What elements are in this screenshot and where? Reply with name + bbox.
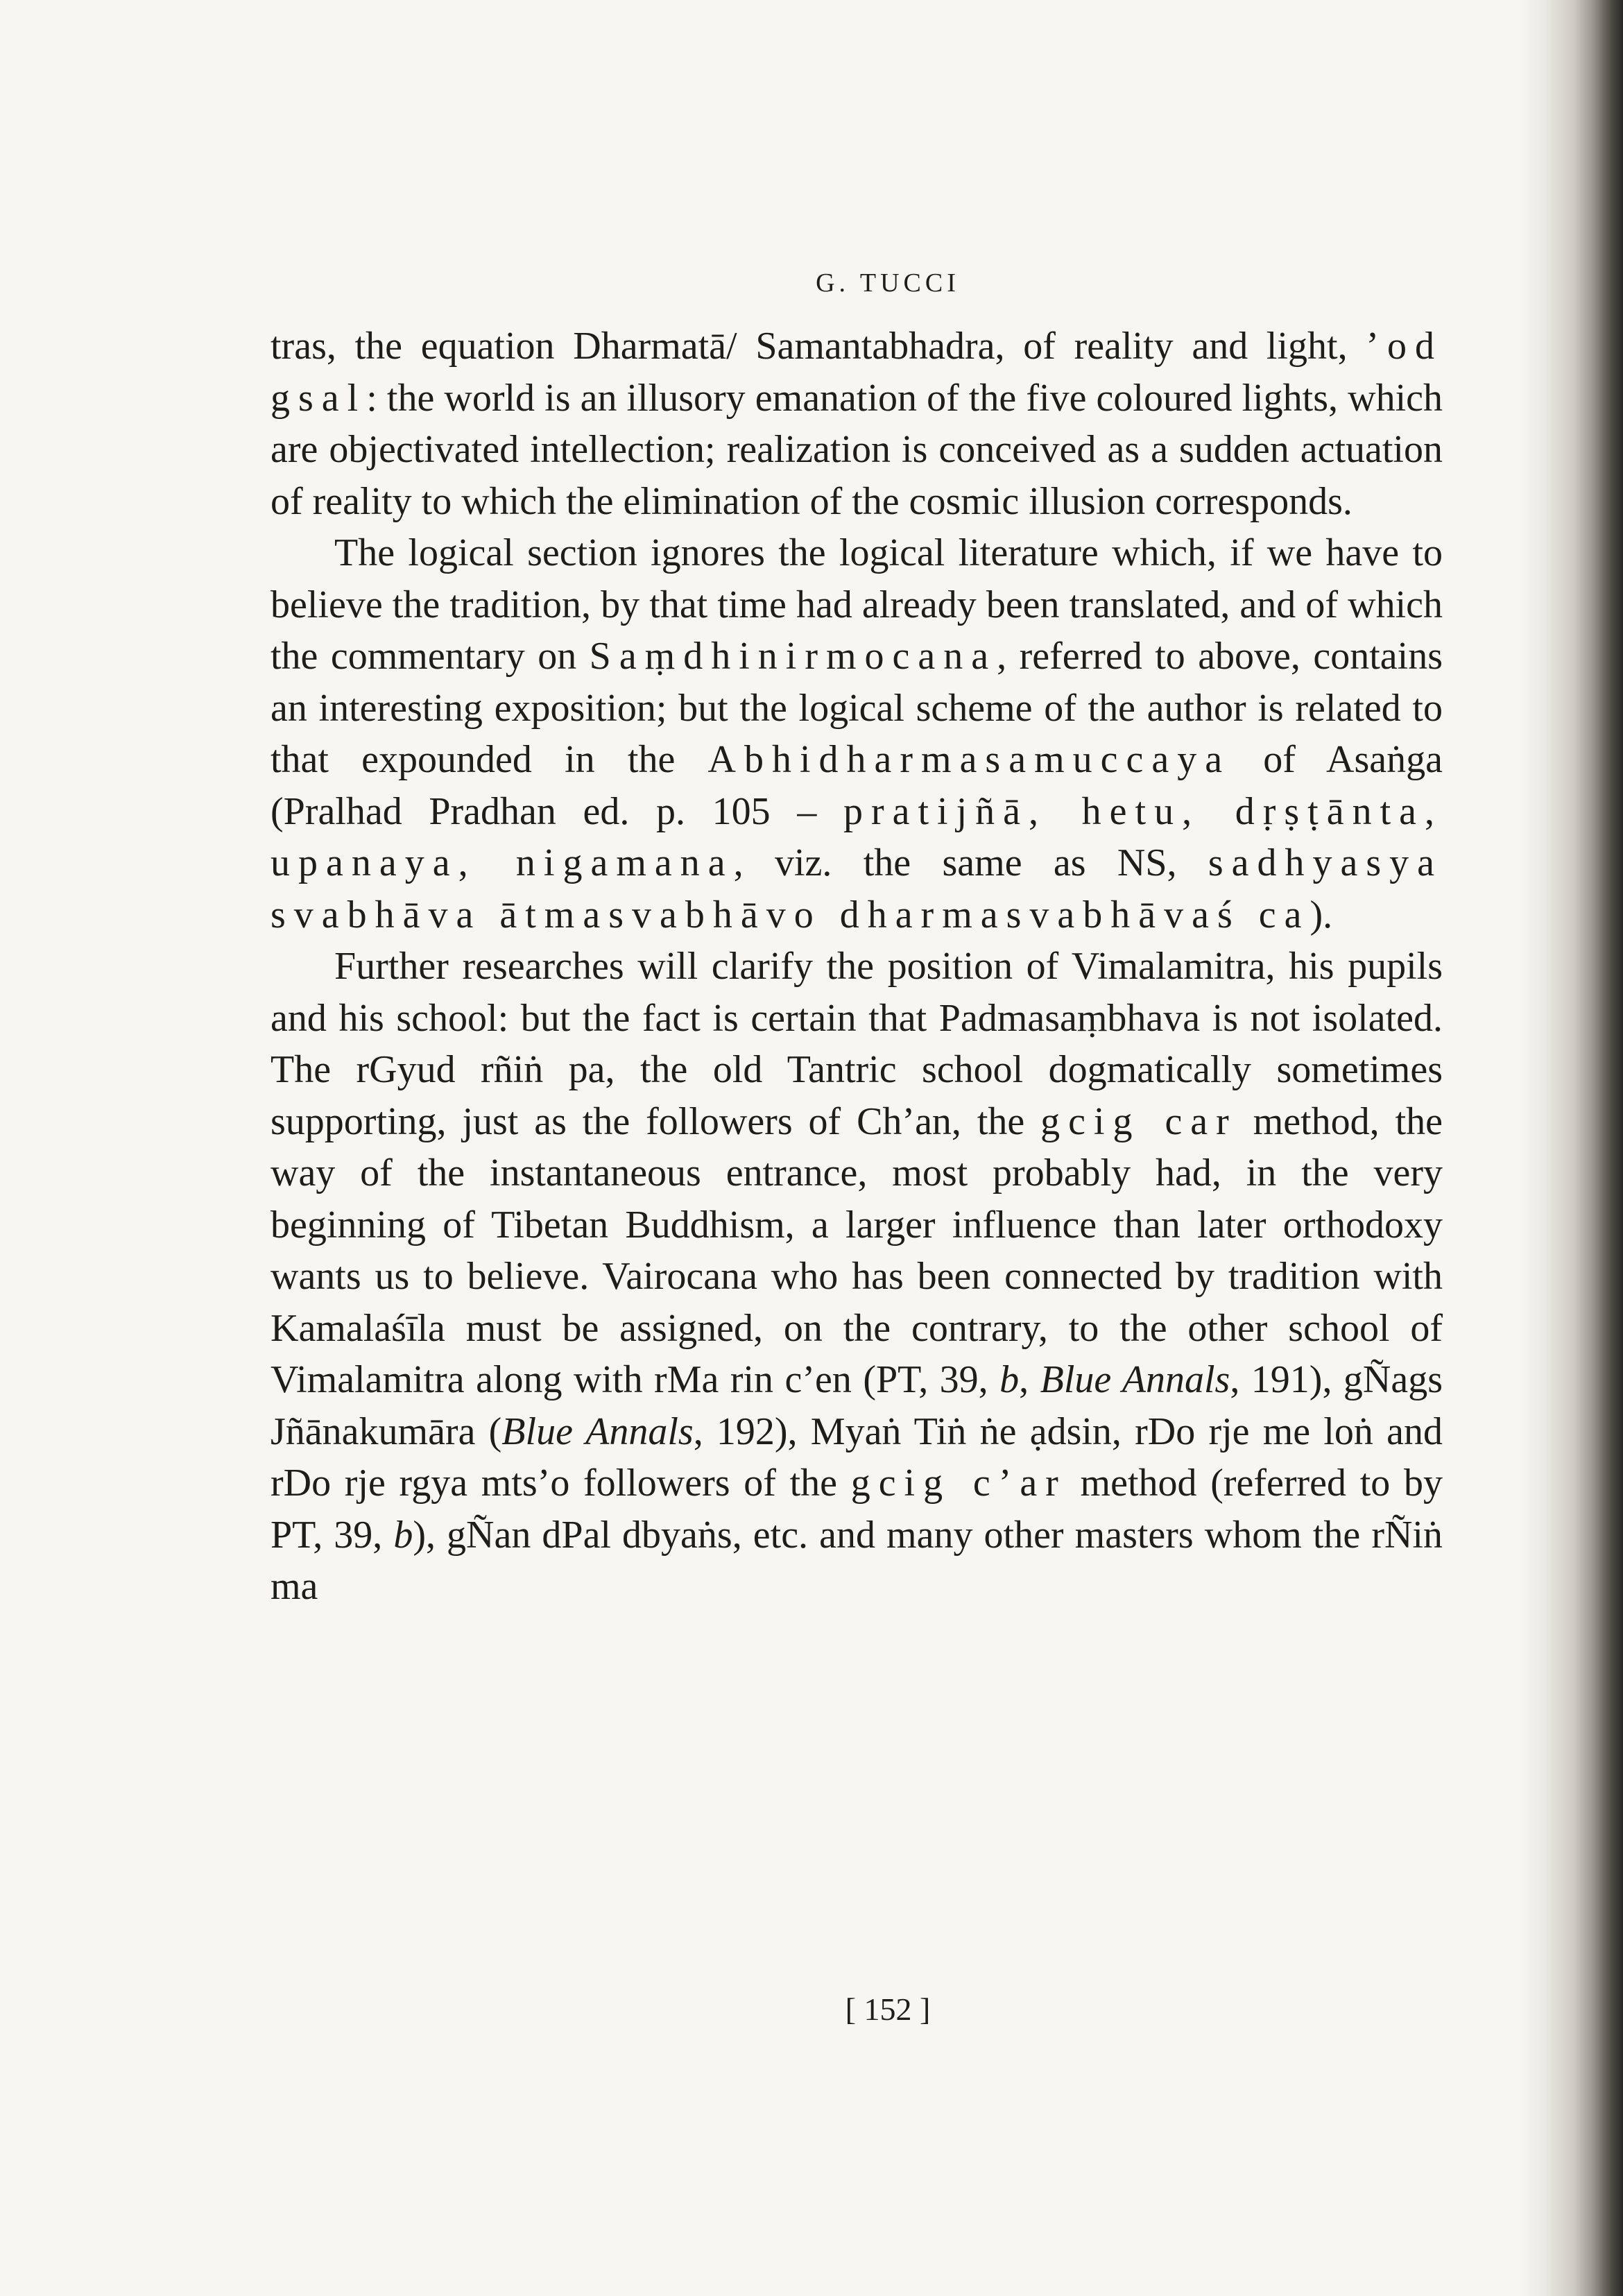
- page-number: [ 152 ]: [845, 1991, 931, 2027]
- text-run: , referred to above, contains an interesting exposition; but the logical scheme of the author is related to that expounded in the: [270, 635, 1443, 781]
- text-run: method (referred to by PT, 39,: [270, 1462, 1443, 1557]
- body-text: [270, 320, 1443, 1613]
- text-run: method, the way of the instantaneous entrance, most probably had, in the very beginning of Tibetan Buddhism, a larger influence than later orthodoxy wants us to believe. Vairocana who has been connected by tradition with Kamalaśīla must be assigned, on the contrary, to the other school of Vimalamitra along with rMa rin c’en (PT, 39,: [270, 1099, 1443, 1401]
- text-run: ), gÑan dPal dbyaṅs, etc. and many other masters whom the rÑiṅ ma: [270, 1513, 1443, 1608]
- italic-text: b: [393, 1513, 413, 1557]
- running-head: G. TUCCI: [816, 268, 960, 298]
- paragraph-2: [270, 527, 1443, 941]
- text-run: : the world is an illusory emanation of the five coloured lights, which are objectivated intellection; realization is conceived as a sudden actuation of reality to which the elimination of the cosmic illusion corresponds.: [270, 376, 1443, 523]
- text-run: Further researches will clarify the position of Vimalamitra, his pupils and his school: but the fact is certain that Padmasaṃbhava is not isolated. The rGyud rñiṅ pa, the old Tantric school dogmatically sometimes supporting, just as the followers of Ch’an, the: [270, 945, 1443, 1143]
- italic-text: Blue Annals: [1040, 1358, 1230, 1401]
- text-run: , 192), Myaṅ Tiṅ ṅe ạdsin, rDo rje me loṅ and rDo rje rgya mts’o followers of the: [270, 1410, 1443, 1505]
- spaced-term: gcig car: [1040, 1099, 1237, 1143]
- spaced-term: Abhidharmasamuccaya: [707, 738, 1231, 781]
- paragraph-3: [270, 941, 1443, 1613]
- italic-text: b: [999, 1358, 1020, 1401]
- text-run: tras, the equation Dharmatā/ Samantabhadra, of reality and light,: [270, 325, 1366, 368]
- text-run: , 191), gÑags Jñānakumāra (: [270, 1358, 1443, 1453]
- paragraph-1: [270, 320, 1443, 527]
- italic-text: Blue Annals: [501, 1410, 694, 1453]
- spaced-term: gcig c’ar: [850, 1462, 1067, 1505]
- spaced-term: pratijñā, hetu, dṛṣṭānta, upanaya, nigamana: [270, 789, 1443, 884]
- spaced-term: ’od gsal: [270, 325, 1443, 420]
- text-run: The logical section ignores the logical literature which, if we have to believe the tradition, by that time had already been translated, and of which the commentary on: [270, 531, 1443, 678]
- text-run: , viz. the same as NS,: [733, 841, 1208, 884]
- text-run: of Asaṅga (Pralhad Pradhan ed. p. 105 –: [270, 738, 1443, 833]
- page-gutter-shadow: [1519, 0, 1547, 2296]
- text-run: ).: [1309, 893, 1333, 936]
- spaced-term: Saṃdhinirmocana: [589, 635, 997, 678]
- book-binding-edge: [1547, 0, 1623, 2296]
- text-run: ,: [1019, 1358, 1040, 1401]
- spaced-term: sadhyasya svabhāva ātmasvabhāvo dharmasvabhāvaś ca: [270, 841, 1443, 936]
